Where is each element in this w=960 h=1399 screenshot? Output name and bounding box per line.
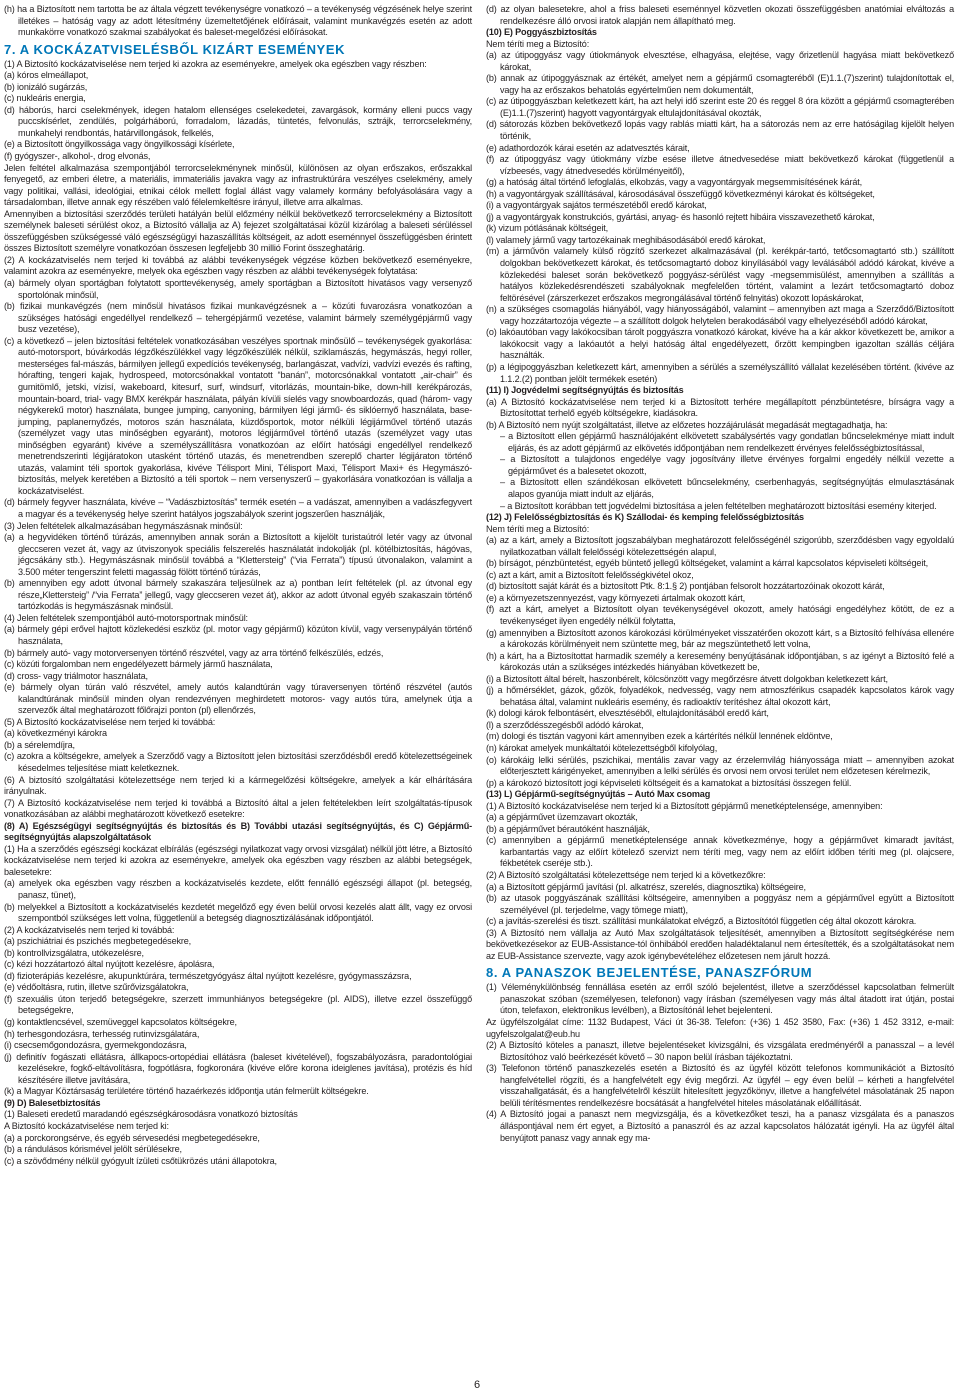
paragraph: – a Biztosított a tulajdonos engedélye vagy jogosítvány illetve érvényes forgalmi engedély nélkül vezette a gépjárművet és a balesetet okozott, (500, 454, 954, 476)
paragraph: (o) lakóautóban vagy lakókocsiban tárolt poggyászra vonatkozó károkat, kivéve ha a kár akkor következett be, amikor a lakókocsit vagy a lakóautót a helyi hatóság által engedélyezett, őrzött kempingben igazoltan szállás céljára használták. (486, 327, 954, 361)
page-number: 6 (474, 1379, 481, 1391)
paragraph: (j) a vagyontárgyak konstrukciós, gyártási, anyag- és hasonló rejtett hibáira visszavezethető károkat, (486, 211, 875, 222)
subsection-heading: (13) L) Gépjármű-segítségnyújtás – Autó Max csomag (486, 789, 711, 800)
paragraph: (a) az útipoggyász vagy útiokmányok elvesztése, elhagyása, elejtése, vagy őrizetlenül hagyása miatt bekövetkező károkat, (486, 50, 954, 72)
paragraph: (b) a rándulásos kórismével jelölt sérülésekre, (4, 1144, 182, 1155)
paragraph: (b) melyekkel a Biztosított a kockázatviselés kezdetét megelőző egy éven belül orvosi kezelés alatt állt, vagy ez orvosi szempontból szükséges lett volna, függetlenül a betegség diagnosztizálásának időpontjától. (4, 901, 472, 924)
paragraph: Jelen feltétel alkalmazása szempontjából terrorcselekménynek minősül, különösen az olyan erőszakos, erőszakkal fenyegető, az emberi életre, a materiális, immateriális javakra vagy az infrastruktúrára veszélyes cselekmény, amely vagy politikai, vallási, ideológiai, etnikai célok mellett foglal állást vagy valamely kormány befolyásolására vagy a társadalomban, illetve annak egy részében való félelemkeltésre irányul, illetve arra alkalmas. (4, 162, 472, 208)
right-column (486, 4, 954, 1144)
paragraph: (e) a Biztosított öngyilkossága vagy öngyilkossági kísérlete, (4, 139, 235, 150)
paragraph: (3) Telefonon történő panaszkezelés esetén a Biztosító és az ügyfél között telefonos kommunikációt a Biztosító hangfelvétellel rögzíti, és a hangfelvételt egy évig megőrzi. Az ügyfél – egy éven belül – kérheti a hangfelvétel visszahallgatását, és a hangfelvételről készült hitelesített jegyzőkönyv, illetve a hangfelvétel másolatának 25 napon belüli térítésmentes rendelkezésre bocsátását a hangfelvétel hiteles másolatának előállítását. (486, 1063, 954, 1108)
paragraph: (b) fizikai munkavégzés (nem minősül hivatásos fizikai munkavégzésnek a – közúti fuvarozásra vonatkozóan a szükséges hatósági engedéllyel rendelkező – tehergépjármű vezetése, valamint bármely személygépjármű vagy busz vezetése), (4, 301, 472, 335)
paragraph: (1) Ha a szerződés egészségi kockázat elbírálás (egészségi nyilatkozat vagy orvosi vizsgálat) nélkül jött létre, a Biztosító kockázatviselése nem terjed ki azokra az eseményekre, amelyek oka egészben vagy részben az alábbi betegségek, balesetekre: (4, 843, 472, 877)
paragraph: – a Biztosított ellen szándékosan elkövetett bűncselekmény, cserbenhagyás, segítségnyújtás elmulasztásának alapos gyanúja miatt indult az eljárás, (500, 477, 954, 499)
paragraph: (b) a sérelemdíjra, (4, 739, 75, 750)
paragraph: (d) fizioterápiás kezelésre, akupunktúrára, természetgyógyász által nyújtott kezelésre, gyógymasszázsra, (4, 970, 412, 981)
paragraph: (l) a szerződésszegésből adódó károkat, (486, 719, 644, 730)
paragraph: (g) a hatóság által történő lefoglalás, elkobzás, vagy a vagyontárgyak megsemmisítésének kárát, (486, 177, 862, 188)
paragraph: (a) A Biztosító kockázatviselése nem terjed ki a Biztosított terhére megállapított pénzbüntetésre, bírságra vagy a Biztosítottat terhelő egyéb költségekre, kiadásokra. (486, 396, 954, 419)
paragraph: (c) azt a kárt, amit a Biztosított felelősségkivétel okoz, (486, 569, 694, 580)
paragraph: A Biztosító kockázatviselése nem terjed ki: (4, 1120, 169, 1131)
paragraph: (3) Jelen feltételek alkalmazásában hegymászásnak minősül: (4, 520, 243, 531)
paragraph: (h) a kárt, ha a Biztosítottat harmadik személy a keresemény benyújtásának időpontjában, s az igényt a Biztosító felé a károkozás után a szükséges intézkedés hiányában következett be, (486, 650, 954, 673)
paragraph: (c) közúti forgalomban nem engedélyezett bármely jármű használata, (4, 659, 273, 670)
paragraph: (j) a hőmérséklet, gázok, gőzök, folyadékok, nedvesség, vagy nem atmoszférikus csapadék kapcsolatos károk vagy behatása által, valamint nukleáris esemény, és radioaktív terítéshez által okozott kárt, (486, 685, 954, 707)
paragraph: (d) sátorozás közben bekövetkező lopás vagy rablás miatti kárt, ha a sátorozás nem az erre hatóságilag kijelölt helyen történik, (486, 119, 954, 142)
paragraph: (p) a légipoggyászban keletkezett kárt, amennyiben a sérülés a személyszállító vállalat kezelésében történt. (kivéve az 1.1.2.(2) pontban jelölt termékek esetén) (486, 361, 954, 384)
paragraph: (a) bármely gépi erővel hajtott közlekedési eszköz (pl. motor vagy gépjármű) közúton kívül, vagy versenypályán történő használata, (4, 624, 472, 646)
paragraph: (b) kontrollvizsgálatra, utókezelésre, (4, 947, 144, 958)
paragraph: – a Biztosított korábban tett jogvédelmi biztosítása a jelen feltételben meghatározott biztosítási esemény kiterjed. (500, 500, 937, 511)
paragraph: (a) a hegyvidéken történő túrázás, amennyiben annak során a Biztosított a kijelölt turistaútról letér vagy az útvonal gleccseren vezet át, vagy az útviszonyok speciális felszerelés használatát indokolják (pl. kötélbiztosítás, hágóvas, jégcsákány stb.). Hegymászásnak minősül továbbá a “Klettersteig” (“via Ferrata”) típusú útvonalakon, valamint a 3.500 méter tengerszint feletti magasság fölött történő túrázás, (4, 532, 472, 577)
paragraph: (h) a vagyontárgyak szállításával, károsodásával összefüggő következményi károkat és költségeket, (486, 188, 875, 199)
paragraph: (e) védőoltásra, rutin, illetve szűrővizsgálatokra, (4, 982, 189, 993)
paragraph: (d) cross- vagy triálmotor használata, (4, 670, 148, 681)
paragraph: (a) az a kárt, amely a Biztosított jogszabályban meghatározott felelősségénél szigorúbb, szerződésben vagy egyoldalú nyilatkozatban vállalt felelősségi kötelezettségén alapul, (486, 535, 954, 557)
paragraph: Nem téríti meg a Biztosító: (486, 523, 590, 534)
paragraph: (l) valamely jármű vagy tartozékainak meghibásodásából eredő károkat, (486, 234, 766, 245)
paragraph: (6) A biztosító szolgáltatási kötelezettsége nem terjed ki a kármegelőzési költségekre, amelyek a kár elhárítására irányulnak. (4, 774, 472, 797)
paragraph: (c) amennyiben a gépjármű menetképtelensége annak következménye, hogy a gépjárművet kimaradt javítást, karbantartás vagy az előírt kötelező szervizt nem téríti meg, vagy nem az előírt időben téríti meg (pl. olajcsere, fékbetétek cseréje stb.). (486, 835, 954, 869)
paragraph: (b) bírságot, pénzbüntetést, egyéb büntető jellegű költségeket, valamint a kárral kapcsolatos képviseleti költségeit, (486, 558, 928, 569)
paragraph: (n) károkat amelyek munkáltatói kötelezettségből kifolyólag, (486, 743, 718, 753)
paragraph: (i) a Biztosított által bérelt, haszonbérelt, kölcsönzött vagy megőrzésre átvett dolgokban keletkezett kárt, (486, 673, 888, 684)
paragraph: (7) A Biztosító kockázatviselése nem terjed ki továbbá a Biztosító által a jelen feltételekben leírt szolgáltatás-típusok vonatkozásában az alábbi meghatározott következő esetekre: (4, 797, 472, 820)
paragraph: (f) azt a kárt, amelyet a Biztosított olyan tevékenységével okozott, amely hatósági engedélyhez kötött, de ez a tevékenységet ilyen engedély nélkül folytatta, (486, 604, 954, 626)
paragraph: (2) A kockázatviselés nem terjed ki továbbá az alábbi tevékenységek végzése közben bekövetkező eseményekre, valamint azokra az eseményekre, melyek oka egészben vagy részben az alábbi tevékenységek folytatása: (4, 254, 472, 277)
paragraph: (a) a gépjárművet üzemzavart okozták, (486, 812, 638, 823)
paragraph: (a) amelyek oka egészben vagy részben a kockázatviselés kezdete, előtt fennálló egészségi állapot (pl. betegség, panasz, tünet), (4, 878, 472, 901)
paragraph: (d) biztosított saját kárát és a biztosított Ptk. 8:1.§ 2) pontjában felsorolt hozzátartozóinak okozott kárát, (486, 581, 885, 592)
paragraph: (e) bármely olyan túrán való részvétel, amely autós kalandtúrán vagy túraversenyen történő részvétel (autós kalandtúrának minősül minden olyan rendezvényen meghirdetett motoros- vagy autós túra, amelynek útja a szervezők által meghatározott főlőrajzi ponton (pl) ellenőrzés, (4, 682, 472, 716)
paragraph: (k) vizum pótlásának költségeit, (486, 223, 609, 234)
paragraph: (n) a szükséges csomagolás hiányából, vagy hiányosságából, valamint – amennyiben azt maga a Szerződő/Biztosított vagy hozzátartozója végezte – a szállított dolgok helytelen berakodásából vagy elhelyezéséből adódó károkat, (486, 304, 954, 326)
paragraph: Amennyiben a biztosítási szerződés területi hatályán belül előzmény nélkül bekövetkező terrorcselekmény a Biztosított személynek baleseti sérülést okoz, a Biztosító vállalja az A) fejezet szolgáltatásai közül kizárólag a baleseti sérüléssel összefüggésben szükségessé váló egészségügyi hazaszállítás költségeit, az adott eseménnyel összefüggésben érintett összes Biztosított személyre vonatkozóan összesen legfeljebb 30 millió Forint összeghatárig. (4, 208, 472, 254)
paragraph: (f) az útipoggyász vagy útiokmány vízbe esése illetve átnedvesedése miatt bekövetkező károkat (függetlenül a vízbeesés, vagy átnedvesedés körülményeitől), (486, 154, 954, 176)
paragraph: (e) adathordozók kárai esetén az adatvesztés kárait, (486, 142, 690, 153)
paragraph: (2) A Biztosító szolgáltatási kötelezettsége nem terjed ki a következőkre: (486, 870, 766, 881)
paragraph: (b) a gépjárművet bérautóként használják, (486, 823, 650, 834)
paragraph: (b) az utasok poggyászának szállítási költségeire, amennyiben a poggyász nem a gépjárművel együtt a Biztosított személyével (pl. terjedelme, vagy tömege miatt), (486, 893, 954, 915)
paragraph: Az ügyfélszolgálat címe: 1132 Budapest, Váci út 36-38. Telefon: (+36) 1 452 3580, Fax: (+36) 1 452 3312, e-mail: ugyfelszolgalat@eub.hu (486, 1017, 954, 1039)
paragraph: (m) a járművön valamely külső rögzítő szerkezet alkalmazásával (pl. kerékpár-tartó, tetőcsomagtartó stb.) szállított dolgokban bekövetkezett károkat, és tetőcsomagtartó doboz kinyílásából vagy leválásából adódó károkat, kivéve a közlekedési baleset során bekövetkező poggyász-sérülést vagy -megsemmisülést, amennyiben a szállítás a hatályos közlekedésrendészeti szabályoknak megfelelően történt, valamint a lezárt tetőcsomagtartó doboz feltörésével (zárszerkezet erőszakos megrongálásával történő felnyitás) okozott lopáskárokat, (486, 246, 954, 303)
paragraph: (5) A Biztosító kockázatviselése nem terjed ki továbbá: (4, 716, 216, 727)
paragraph: (c) a szövődmény nélkül gyógyult ízületi csőtükrözés utáni állapotokra, (4, 1155, 277, 1166)
paragraph: (2) A kockázatviselés nem terjed ki továbbá: (4, 924, 175, 935)
paragraph: (b) amennyiben egy adott útvonal bármely szakaszára teljesülnek az a) pontban leírt feltételek (pl. az útvonal egy része„Klettersteig” /“via Ferrata” jellegű, vagy gleccseren vezet át), akkor az adott útvonal egyéb szakaszain történő tartózkodás is hegymászásnak minősül. (4, 578, 472, 612)
paragraph: (h) ha a Biztosított nem tartotta be az általa végzett tevékenységre vonatkozó – a tevékenység végzésének helye szerint illetékes – hatóság vagy az adott létesítmény üzemeltetőjének előírásait, valamint munkavégzés esetén az adott munkakörre vonatkozó szakmai szabályokat és baleset-megelőzési előírásokat. (4, 4, 472, 38)
paragraph: (m) dologi és tisztán vagyoni kárt amennyiben ezek a kártérítés nélkül lennének eldöntve, (486, 731, 833, 742)
paragraph: (a) pszichiátriai és pszichés megbetegedésekre, (4, 936, 192, 947)
paragraph: (d) az olyan balesetekre, ahol a friss baleseti eseménnyel közvetlen okozati összefüggésben anatómiai elváltozás a rendelkezésre álló orvosi iratok alapján nem állapítható meg. (486, 4, 954, 26)
paragraph: (b) ionizáló sugárzás, (4, 81, 88, 92)
subsection-heading: (11) I) Jogvédelmi segítségnyújtás és biztosítás (486, 385, 684, 396)
paragraph: (b) A Biztosító nem nyújt szolgáltatást, illetve az előzetes hozzájárulását megadását megtagadhatja, ha: (486, 419, 888, 430)
paragraph: (1) A Biztosító kockázatviselése nem terjed ki a Biztosított gépjármű menetképtelensége, amennyiben: (486, 800, 883, 811)
paragraph: (g) kontaktlencsével, szemüveggel kapcsolatos költségekre, (4, 1017, 237, 1028)
paragraph: (1) Baleseti eredetű maradandó egészségkárosodásra vonatkozó biztosítás (4, 1109, 298, 1120)
paragraph: (c) azokra a költségekre, amelyek a Szerződő vagy a Biztosított jelen biztosítási szerződésből eredő kötelezettségeinek késedelmes teljesítése miatt keletkeznek. (4, 751, 472, 773)
paragraph: (k) a Magyar Köztársaság területére történő hazaérkezés időpontja után felmerült költségekre. (4, 1086, 369, 1097)
paragraph: (2) A Biztosító köteles a panaszt, illetve bejelentéseket kivizsgálni, és vizsgálata eredményéről a panasszal – a levél Biztosítóhoz való beérkezését követő – 30 napon belül írásban tájékoztatni. (486, 1040, 954, 1062)
left-column (4, 4, 472, 1167)
paragraph: (b) bármely autó- vagy motorversenyen történő részvétel, vagy az arra történő felkészülés, edzés, (4, 647, 384, 658)
paragraph: (i) csecsemőgondozásra, gyermekgondozásra, (4, 1040, 187, 1051)
section-heading: 8. A PANASZOK BEJELENTÉSE, PANASZFÓRUM (486, 965, 813, 981)
paragraph: (a) bármely olyan sportágban folytatott sporttevékenység, amely sportágban a Biztosított hivatásos vagy versenyző sportolónak minősül, (4, 278, 472, 300)
paragraph: (c) az útipoggyászban keletkezett kárt, ha azt helyi idő szerint este 20 és reggel 8 óra között a gépjármű csomagterében (E)1.1.(7)szerint) hagyott vagyontárgyak eltulajdonításával okozták, (486, 96, 954, 118)
paragraph: (k) dologi károk felbontásért, elvesztéséből, eltulajdonításából eredő kárt, (486, 708, 769, 719)
paragraph: (c) a következő – jelen biztosítási feltételek vonatkozásában veszélyes sportnak minősülő – tevékenységek gyakorlása: autó-motorsport, búvárkodás légzőkészülékkel vagy légzőkészülék nélkül, sziklamászás, hegymászás, hegyi roller, mesterséges fal-mászás, bármilyen jellegű expedíciós tevékenység, barlangászat, vadvízi, vadvízi evezés és rafting, hórafting, tengeri kajak, hydrospeed, motorcsónakkal vontatott “banán”, motorcsónakkal vontatott „air-chair” és gumitömlő, jetski, vízisí, wakeboard, kitesurf, surf, windsurf, vitorlázás, mountain-bike, down-hill kerékpározás, mountain-board, trial- vagy BMX kerékpár használata, pályán kívüli síelés vagy snowboardozás, quad (három- vagy négykerekű motor) használata, bungee jumping, canyoning, bármilyen légi jármű- és siklóernyő használata, base-jumping, paplanernyőzés, motoros szán használata, küzdősportok, motor nélküli légijárművel történő utazás (személyzet vagy utas minőségben egyaránt), motoros légijárművel történő utazás (személyzet vagy utas minőségben egyaránt) kivéve a személyszállításra vonatkozóan az előírt hatósági engedéllyel rendelkező menetrendszerinti légijáratokon utasként történő utazás, és menetrendben szereplő charter légijáraton történő utazás, valamint téli sportok gyakorlása, kivéve Télisport Mini, Télisport Maxi, Télisport Maxi+ és Hegymászó-biztosítás, melyek keretében a Biztosító a téli sportok – nem versenyszerű – gyakorlására vonatkozóan is vállalja a kockázatviselést. (4, 335, 472, 496)
paragraph: (e) a környezetszennyezést, vagy környezeti ártalmak okozott kárt, (486, 592, 745, 603)
paragraph: (b) annak az útipoggyásznak az értékét, amelyet nem a gépjármű csomagteréből (E)1.1.(7)szerint) tulajdonítottak el, vagy ha az erőszakos behatolás egyértelműen nem dokumentált, (486, 73, 954, 95)
paragraph: (a) kóros elmeállapot, (4, 70, 89, 81)
paragraph: (3) A Biztosító nem vállalja az Autó Max szolgáltatások teljesítését, amennyiben a Biztosított segítségkérése nem bekövetkezésekor az EUB-Assistance-tól önhibából eredően haladéktalanul nem értesítették, és a szolgáltatásokat nem az EUB-Assistance szervezte, vagy azok igénybevételéhez előzetesen nem járult hozzá. (486, 927, 954, 961)
paragraph: (d) háborús, harci cselekmények, idegen hatalom ellenséges cselekedetei, zavargások, kormány elleni puccs vagy puccskísérlet, zendülés, polgárháború, forradalom, lázadás, tüntetés, felvonulás, sztrájk, terrorcselekmény, munkahelyi rendbontás, határvillongások, felkelés, (4, 104, 472, 138)
paragraph: (d) bármely fegyver használata, kivéve – “Vadászbiztosítás” termék esetén – a vadászat, amennyiben a vadászfegyvert a magyar és a tevékenység helye szerint hatályos jogszabályok szerint jogszerűen használják, (4, 497, 472, 519)
paragraph: (c) a javítás-szerelési és tiszt. szállítási munkálatokat elvégző, a Biztosítótól független cég által okozott károkra. (486, 916, 917, 927)
subsection-heading: (9) D) Balesetbiztosítás (4, 1097, 101, 1108)
subsection-heading: (8) A) Egészségügyi segítségnyújtás és biztosítás és B) További utazási segítségnyújtás, és C) Gépjármű-segítségnyújtás alapszolgáltatások (4, 820, 472, 843)
paragraph: (p) a károkozó biztosított jogi képviseleti költségeit és a kamatokat a biztosítási összegen felül. (486, 777, 852, 788)
subsection-heading: (12) J) Felelősségbiztosítás és K) Szállodai- és kemping felelősségbiztosítás (486, 512, 804, 523)
paragraph: Nem téríti meg a Biztosító: (486, 38, 590, 49)
paragraph: – a Biztosított ellen gépjármű használójaként elkövetett szabálysértés vagy gondatlan bűncselekménye miatt indult eljárás, és az adott gépjármű az elkövetés időpontjában nem rendelkezett érvényes felelősségbiztosítással, (500, 431, 954, 453)
paragraph: (a) a porckorongsérve, és egyéb sérvesedési megbetegedésekre, (4, 1132, 260, 1143)
section-heading: 7. A KOCKÁZATVISELÉSBŐL KIZÁRT ESEMÉNYEK (4, 41, 346, 57)
subsection-heading: (10) E) Poggyászbiztosítás (486, 27, 597, 38)
paragraph: (i) a vagyontárgyak sajátos természetéből eredő károkat, (486, 200, 707, 211)
paragraph: (a) következményi károkra (4, 728, 107, 739)
paragraph: (1) A Biztosító kockázatviselése nem terjed ki azokra az eseményekre, amelyek oka egészben vagy részben: (4, 58, 427, 69)
paragraph: (h) terhesgondozásra, terhesség rutinvizsgálatára, (4, 1028, 200, 1039)
paragraph: (g) amennyiben a Biztosított azonos károkozási körülményeket visszatérően okozott kárt, s a Biztosító felhívása ellenére a károkozás körülményeit nem szüntette meg, bár az megszüntethető lett volna, (486, 627, 954, 650)
paragraph: (j) definitív fogászati ellátásra, állkapocs-ortopédiai ellátásra (baleset kivételével), fogszabályozásra, paradontológiai kezelésekre, fogkő-eltávolításra, fogpótlásra, fogkoronára (kivéve előre korona ideiglenes javítása), protézis és híd készítésére illetve javítására, (4, 1051, 472, 1085)
paragraph: (a) a Biztosított gépjármű javítási (pl. alkatrész, szerelés, diagnosztika) költségeire, (486, 881, 806, 892)
paragraph: (4) Jelen feltételek szempontjából autó-motorsportnak minősül: (4, 612, 248, 623)
paragraph: (f) gyógyszer-, alkohol-, drog elvonás, (4, 151, 151, 162)
paragraph: (c) nukleáris energia, (4, 93, 86, 104)
paragraph: (1) Véleménykülönbség fennállása esetén az erről szóló bejelentést, illetve a szerződéssel kapcsolatban felmerült panaszokat szóban (személyesen, telefonon) vagy írásban (személyesen vagy más által átadott irat útján, postai úton, telefaxon, elektronikus levélben), a Biztosítónál lehet bejelenteni. (486, 982, 954, 1016)
paragraph: (f) szexuális úton terjedő betegségekre, szerzett immunhiányos betegségekre (pl. AIDS), illetve ezzel összefüggő betegségekre, (4, 993, 472, 1016)
paragraph: (c) kézi hozzátartozó által nyújtott kezelésre, ápolásra, (4, 959, 215, 970)
paragraph: (o) károkáig lelki sérülés, pszichikai, mentális zavar vagy az érzelemvilág hiányossága miatt – amennyiben azokat előterjesztett kárigényeket, amennyiben a lelki sérülés és orvosi nem orvosi terület nem előzetesen kérelmezik, (486, 754, 954, 777)
paragraph: (4) A Biztosító jogai a panaszt nem megvizsgálja, és a következőket teszi, ha a panasz vizsgálata és a panaszos álláspontjával nem ért egyet, a Biztosító a panaszról és az azzal kapcsolatos hálózatát igényli. Ha az ügyfél által benyújtott panasz vagy annak egy ma- (486, 1109, 954, 1143)
